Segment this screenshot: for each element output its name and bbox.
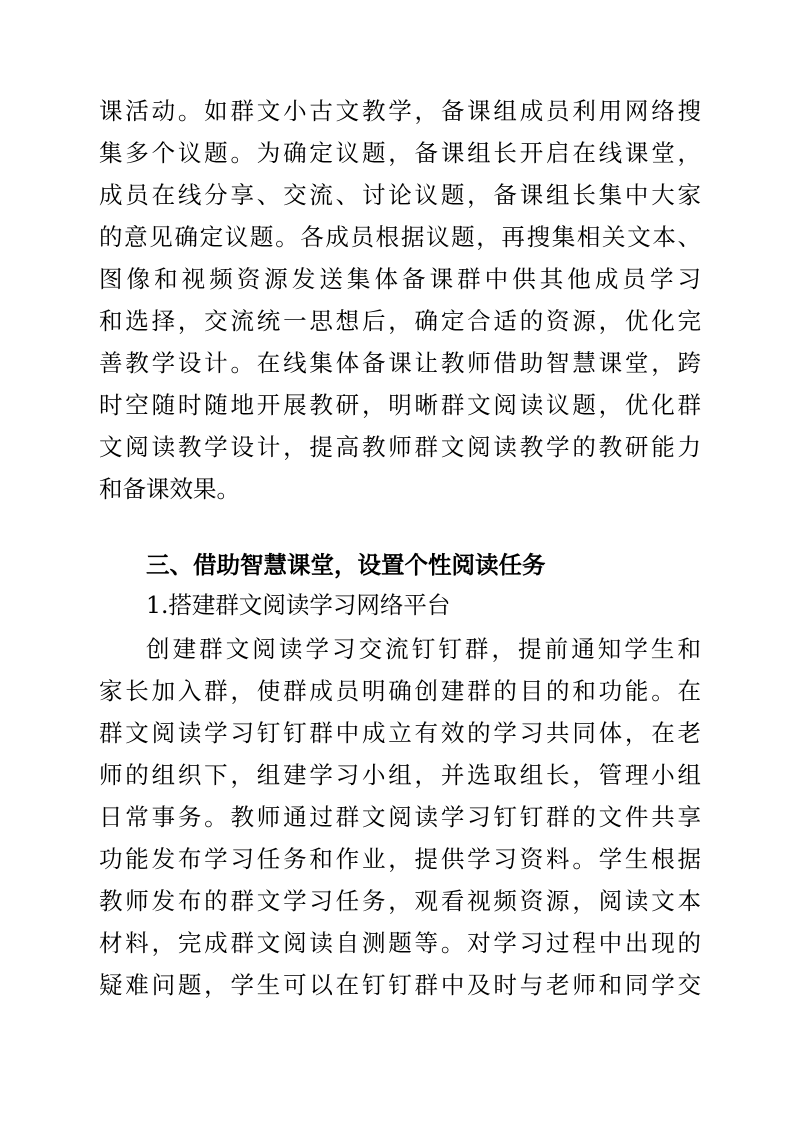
paragraph-collaborative-lesson-prep [99,90,701,510]
paragraph-line: 材料，完成群文阅读自测题等。对学习过程中出现的 [99,929,701,957]
document-page [99,90,701,1006]
paragraph-line: 文阅读教学设计，提高教师群文阅读教学的教研能力 [99,433,701,461]
subsection-heading: 1.搭建群文阅读学习网络平台 [146,591,451,619]
paragraph-line: 善教学设计。在线集体备课让教师借助智慧课堂，跨 [99,349,701,377]
paragraph-line: 和选择，交流统一思想后，确定合适的资源，优化完 [99,307,701,335]
paragraph-line: 的意见确定议题。各成员根据议题，再搜集相关文本、 [99,223,701,251]
paragraph-line: 集多个议题。为确定议题，备课组长开启在线课堂， [99,139,701,167]
paragraph-line: 成员在线分享、交流、讨论议题，备课组长集中大家 [99,181,701,209]
paragraph-line: 创建群文阅读学习交流钉钉群，提前通知学生和 [146,635,701,663]
paragraph-line: 和备课效果。 [99,475,240,503]
paragraph-spacing [99,510,701,544]
paragraph-line: 群文阅读学习钉钉群中成立有效的学习共同体，在老 [99,719,701,747]
paragraph-line: 功能发布学习任务和作业，提供学习资料。学生根据 [99,845,701,873]
paragraph-line: 时空随时随地开展教研，明晰群文阅读议题，优化群 [99,391,701,419]
paragraph-line: 日常事务。教师通过群文阅读学习钉钉群的文件共享 [99,803,701,831]
paragraph-line: 家长加入群，使群成员明确创建群的目的和功能。在 [99,677,701,705]
paragraph-network-platform [99,628,701,1006]
paragraph-line: 图像和视频资源发送集体备课群中供其他成员学习 [99,265,701,293]
paragraph-line: 课活动。如群文小古文教学，备课组成员利用网络搜 [99,97,701,125]
section-heading: 三、借助智慧课堂，设置个性阅读任务 [146,551,546,579]
paragraph-line: 教师发布的群文学习任务，观看视频资源，阅读文本 [99,887,701,915]
paragraph-line: 疑难问题，学生可以在钉钉群中及时与老师和同学交 [99,971,701,999]
paragraph-line: 师的组织下，组建学习小组，并选取组长，管理小组 [99,761,701,789]
